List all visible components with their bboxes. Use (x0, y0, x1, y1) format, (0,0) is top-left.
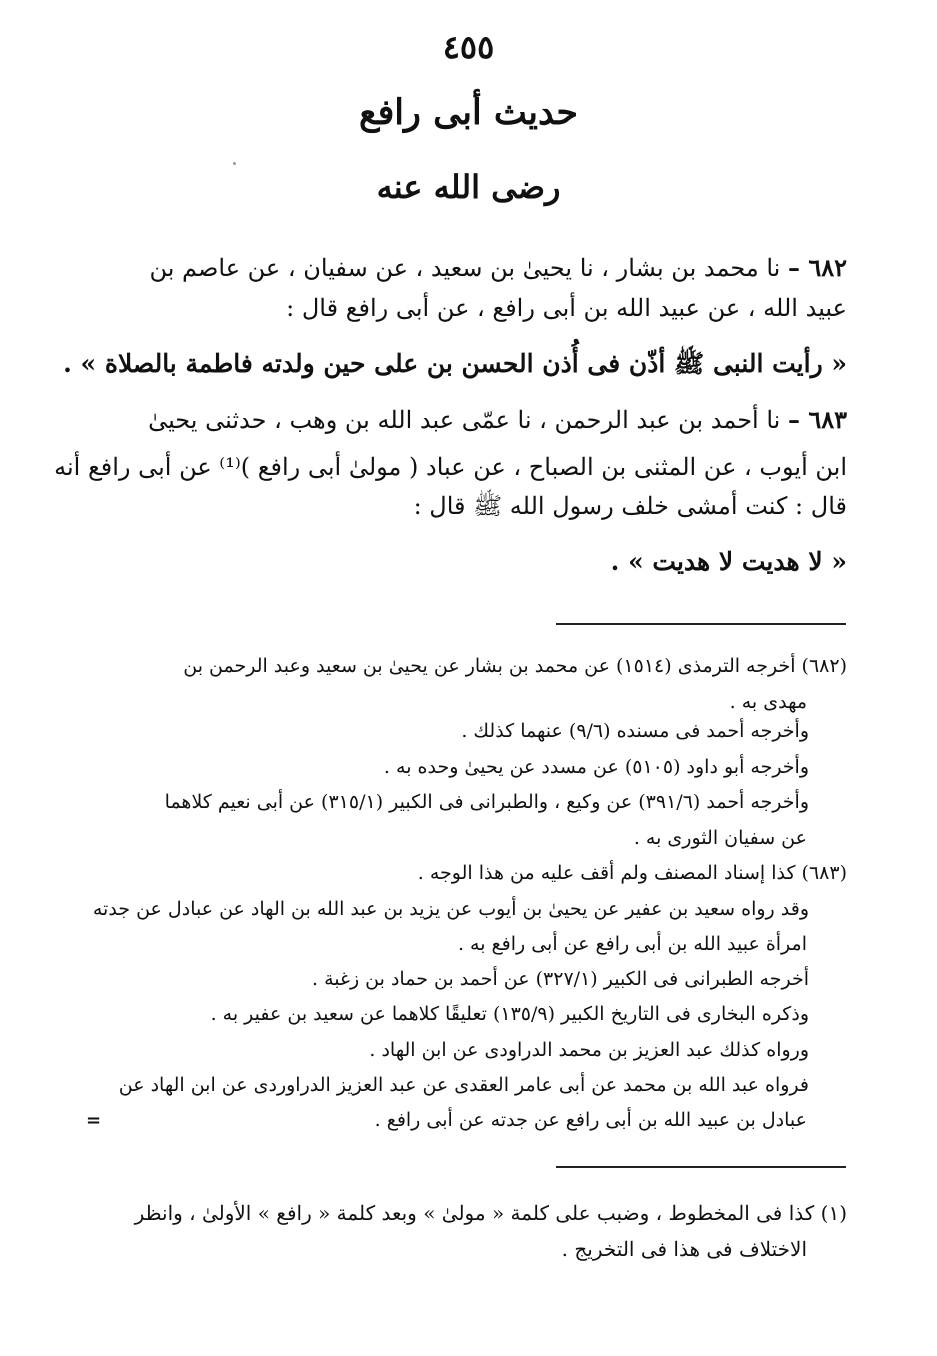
takhrij-line-2: مهدى به . (729, 691, 807, 713)
chapter-subtitle: رضى الله عنه (376, 168, 561, 206)
takhrij-line-12: ورواه كذلك عبد العزيز بن محمد الدراودى عن ابن الهاد . (369, 1039, 809, 1061)
continuation-mark: = (86, 1110, 102, 1131)
takhrij-line-7: (٦٨٣) كذا إسناد المصنف ولم أقف عليه من هذا الوجه . (417, 862, 847, 884)
takhrij-line-14: عبادل بن عبيد الله بن أبى رافع عن جدته عن أبى رافع . (374, 1109, 807, 1131)
hadith-683-isnad-2: ابن أيوب ، عن المثنى بن الصباح ، عن عباد ( مولىٰ أبى رافع )⁽¹⁾ عن أبى رافع أنه (54, 453, 847, 481)
footnote-divider-notes (556, 1166, 846, 1168)
hadith-682-line-1 (72, 252, 847, 284)
hadith-682-number: ٦٨٢ – (787, 253, 847, 282)
takhrij-line-11: وذكره البخارى فى التاريخ الكبير (١٣٥/٩) تعليقًا كلاهما عن سعيد بن عفير به . (210, 1003, 809, 1025)
hadith-683-isnad-3: قال : كنت أمشى خلف رسول الله ﷺ قال : (413, 492, 847, 520)
hadith-683-isnad-1: نا أحمد بن عبد الرحمن ، نا عمّى عبد الله بن وهب ، حدثنى يحيىٰ (148, 406, 781, 434)
chapter-title: حديث أبى رافع (358, 92, 579, 133)
hadith-683-matn: « لا هديت لا هديت » . (610, 547, 847, 576)
hadith-683-number: ٦٨٣ – (787, 405, 847, 434)
takhrij-line-10: أخرجه الطبرانى فى الكبير (٣٢٧/١) عن أحمد بن حماد بن زغبة . (312, 968, 809, 990)
hadith-682-matn: « رأيت النبى ﷺ أذّن فى أُذن الحسن بن على حين ولدته فاطمة بالصلاة » . (63, 349, 847, 378)
takhrij-line-13: فرواه عبد الله بن محمد عن أبى عامر العقدى عن عبد العزيز الدراوردى عن ابن الهاد عن (118, 1074, 809, 1096)
note-line-1: (١) كذا فى المخطوط ، وضبب على كلمة « مولىٰ » وبعد كلمة « رافع » الأولىٰ ، وانظر (134, 1201, 847, 1225)
takhrij-line-4: وأخرجه أبو داود (٥١٠٥) عن مسدد عن يحيىٰ وحده به . (383, 756, 809, 778)
takhrij-line-3: وأخرجه أحمد فى مسنده (٩/٦) عنهما كذلك . (461, 720, 809, 742)
takhrij-line-9: امرأة عبيد الله بن أبى رافع عن أبى رافع به . (457, 933, 807, 955)
takhrij-line-1: (٦٨٢) أخرجه الترمذى (١٥١٤) عن محمد بن بشار عن يحيىٰ بن سعيد وعبد الرحمن بن (183, 655, 847, 677)
paper-speck (233, 162, 236, 165)
page-number: ٤٥٥ (442, 28, 495, 66)
footnote-divider-takhrij (556, 623, 846, 625)
note-line-2: الاختلاف فى هذا فى التخريج . (561, 1237, 807, 1261)
takhrij-line-5: وأخرجه أحمد (٣٩١/٦) عن وكيع ، والطبرانى فى الكبير (٣١٥/١) عن أبى نعيم كلاهما (164, 791, 809, 813)
hadith-683-line-1 (72, 404, 847, 436)
takhrij-line-8: وقد رواه سعيد بن عفير عن يحيىٰ بن أيوب عن يزيد بن عبد الله بن الهاد عن عبادل عن جدته (92, 898, 809, 920)
hadith-682-isnad-1: نا محمد بن بشار ، نا يحيىٰ بن سعيد ، عن سفيان ، عن عاصم بن (149, 254, 781, 282)
takhrij-line-6: عن سفيان الثورى به . (633, 827, 807, 849)
hadith-682-isnad-2: عبيد الله ، عن عبيد الله بن أبى رافع ، عن أبى رافع قال : (286, 294, 847, 322)
